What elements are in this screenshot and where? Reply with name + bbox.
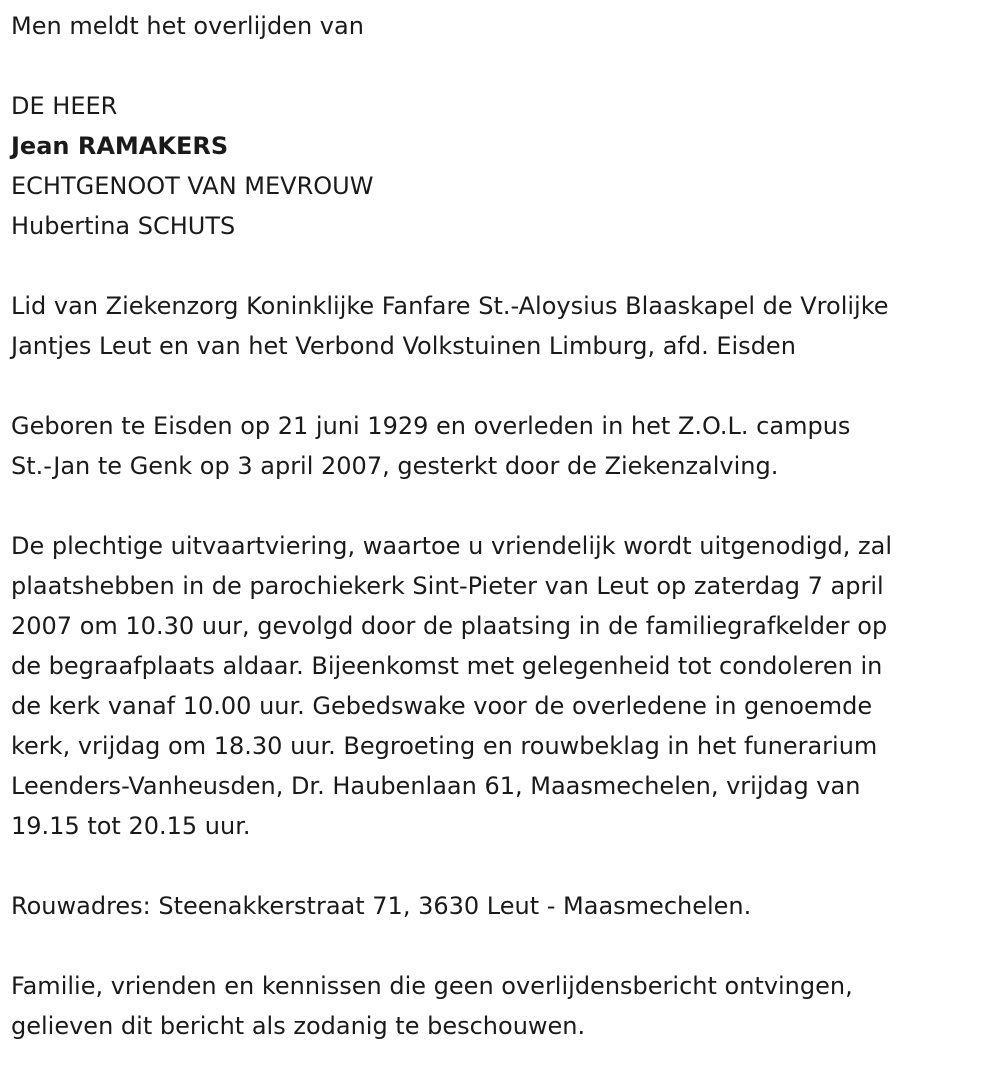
closing-line: Familie, vrienden en kennissen die geen overlijdensbericht ontvingen,	[11, 972, 853, 1000]
spacer	[11, 486, 991, 526]
ceremony-line: Leenders-Vanheusden, Dr. Haubenlaan 61, Maasmechelen, vrijdag van	[11, 772, 861, 800]
membership-paragraph	[11, 286, 991, 366]
spacer	[11, 926, 991, 966]
birth-death-paragraph	[11, 406, 991, 486]
birth-death-line: St.-Jan te Genk op 3 april 2007, gesterkt door de Ziekenzalving.	[11, 452, 779, 480]
membership-line: Lid van Ziekenzorg Koninklijke Fanfare St.-Aloysius Blaaskapel de Vrolijke	[11, 292, 889, 320]
mourning-address: Rouwadres: Steenakkerstraat 71, 3630 Leut - Maasmechelen.	[11, 892, 752, 920]
birth-death-line: Geboren te Eisden op 21 juni 1929 en overleden in het Z.O.L. campus	[11, 412, 851, 440]
spouse-label: ECHTGENOOT VAN MEVROUW	[11, 172, 374, 200]
spacer	[11, 846, 991, 886]
closing-paragraph	[11, 966, 991, 1046]
ceremony-line: plaatshebben in de parochiekerk Sint-Pieter van Leut op zaterdag 7 april	[11, 572, 884, 600]
intro-text: Men meldt het overlijden van	[11, 12, 364, 40]
death-notice-document	[11, 0, 991, 1046]
ceremony-line: 19.15 tot 20.15 uur.	[11, 812, 251, 840]
spacer	[11, 246, 991, 286]
title-text: DE HEER	[11, 92, 118, 120]
membership-line: Jantjes Leut en van het Verbond Volkstuinen Limburg, afd. Eisden	[11, 332, 796, 360]
ceremony-line: kerk, vrijdag om 18.30 uur. Begroeting en rouwbeklag in het funerarium	[11, 732, 878, 760]
deceased-name: Jean RAMAKERS	[11, 132, 229, 160]
ceremony-paragraph	[11, 526, 991, 846]
ceremony-line: De plechtige uitvaartviering, waartoe u vriendelijk wordt uitgenodigd, zal	[11, 532, 893, 560]
spacer	[11, 46, 991, 86]
spouse-name: Hubertina SCHUTS	[11, 212, 236, 240]
ceremony-line: de begraafplaats aldaar. Bijeenkomst met gelegenheid tot condoleren in	[11, 652, 883, 680]
ceremony-line: de kerk vanaf 10.00 uur. Gebedswake voor de overledene in genoemde	[11, 692, 873, 720]
spacer	[11, 366, 991, 406]
ceremony-line: 2007 om 10.30 uur, gevolgd door de plaatsing in de familiegrafkelder op	[11, 612, 888, 640]
closing-line: gelieven dit bericht als zodanig te beschouwen.	[11, 1012, 586, 1040]
